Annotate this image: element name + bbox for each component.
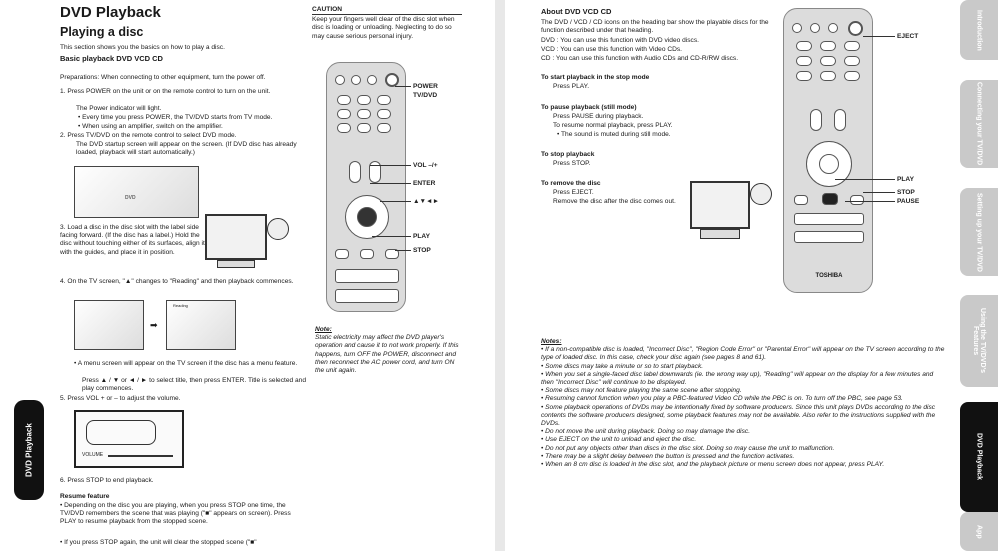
step-1-bullet-a: • Every time you press POWER, the TV/DVD starts from TV mode. xyxy=(78,114,273,121)
caution-text: Keep your fingers well clear of the disc slot when disc is loading or unloading. Neglecting to do so may cause serious personal injury. xyxy=(312,16,455,40)
label-eject: EJECT xyxy=(897,33,919,40)
number-button xyxy=(796,56,812,66)
eject-button-drawing xyxy=(848,21,863,36)
notes-item: • Resuming cannot function when you play a PBC-featured Video CD while the PBC is on. To turn off the PBC, see page 53. xyxy=(541,395,903,403)
vol-rocker xyxy=(349,161,361,183)
resume-text-2: • If you press STOP again, the unit will clear the stopped scene ("■" xyxy=(60,539,257,546)
caution-title: CAUTION xyxy=(312,6,462,15)
label-play: PLAY xyxy=(897,176,914,183)
about-vcd: VCD : You can use this function with Video CDs. xyxy=(541,46,682,53)
about-text: The DVD / VCD / CD icons on the heading bar show the playable discs for the function described under that heading. xyxy=(541,19,769,35)
label-tvdvd: TV/DVD xyxy=(413,92,438,99)
step-2: 2. Press TV/DVD on the remote control to select DVD mode. xyxy=(60,132,237,139)
notes-title: Notes: xyxy=(541,338,562,345)
dvd-startup-screen-image xyxy=(74,166,199,218)
step-4: 4. On the TV screen, "▲" changes to "Reading" and then playback commences. xyxy=(60,278,294,285)
pause-text-3: • The sound is muted during still mode. xyxy=(557,131,671,138)
number-button xyxy=(357,109,371,119)
intro-text: This section shows you the basics on how to play a disc. xyxy=(60,44,225,51)
stop-title: To stop playback xyxy=(541,151,595,158)
number-button xyxy=(377,95,391,105)
label-vol: VOL –/+ xyxy=(413,162,438,169)
pointer-line xyxy=(845,201,895,202)
pause-text: Press PAUSE during playback. xyxy=(553,113,644,120)
reading-label: Reading xyxy=(173,303,188,308)
pointer-line xyxy=(863,192,895,193)
screen-reading-image xyxy=(166,300,236,350)
right-page xyxy=(505,0,1000,551)
label-play: PLAY xyxy=(413,233,430,240)
volume-label: VOLUME xyxy=(82,452,104,458)
number-button xyxy=(820,56,836,66)
number-button xyxy=(796,71,812,81)
number-button xyxy=(337,109,351,119)
label-stop: STOP xyxy=(897,189,915,196)
label-arrows: ▲▼◄► xyxy=(413,198,440,205)
tab-setting-up[interactable]: Setting up your TV/DVD xyxy=(960,188,998,276)
play-button-drawing xyxy=(822,193,838,205)
remote-control-image xyxy=(783,8,873,293)
step-3: 3. Load a disc in the disc slot with the label side facing forward. (If the disc has a label.) Hold the disc without touching either of its surfaces, align it with the guides, and place it in position. xyxy=(60,224,205,256)
notes-item: • When an 8 cm disc is loaded in the disc slot, and the playback picture or menu screen does not appear, press PLAY. xyxy=(541,461,885,469)
label-power: POWER xyxy=(413,83,438,90)
vol-rocker xyxy=(810,109,822,131)
pointer-line xyxy=(380,201,411,202)
tab-introduction[interactable]: Introduction xyxy=(960,0,998,60)
remove-text: Press EJECT. xyxy=(553,189,594,196)
remote-button xyxy=(794,195,808,205)
pause-title: To pause playback (still mode) xyxy=(541,104,637,111)
number-button xyxy=(844,71,860,81)
number-button xyxy=(844,56,860,66)
remote-button xyxy=(810,23,820,33)
notes-item: • When you set a single-faced disc label downwards (ie. the wrong way up), "Reading" will appear on the display for a few minutes and then "Incorrect Disc" will continue to be displayed. xyxy=(541,370,934,387)
notes-item: • Use EJECT on the unit to unload and eject the disc. xyxy=(541,436,697,444)
note-title: Note: xyxy=(315,326,332,333)
tab-dvd-playback-left[interactable]: DVD Playback xyxy=(14,400,44,500)
resume-text-1: • Depending on the disc you are playing, when you press STOP one time, the TV/DVD remembers the scene that was playing ("■" appears on screen). Press PLAY to resume playback from the stopped scene. xyxy=(60,502,291,526)
number-button xyxy=(357,95,371,105)
remote-button-row xyxy=(794,231,864,243)
notes-item: • Some playback operations of DVDs may be intentionally fixed by software producers. Since this unit plays DVDs according to the disc contents the software producers designed, some playback features may not be available. Also refer to the instructions supplied with the DVDs. xyxy=(541,403,936,428)
pointer-line xyxy=(370,183,411,184)
pointer-line xyxy=(395,250,411,251)
step-1-note: The Power indicator will light. xyxy=(76,105,162,112)
step-2-note: The DVD startup screen will appear on the screen. (If DVD disc has already loaded, playback will start automatically.) xyxy=(76,141,297,157)
number-button xyxy=(377,123,391,133)
remote-button xyxy=(335,75,345,85)
tv-body xyxy=(205,214,267,260)
label-enter: ENTER xyxy=(413,180,436,187)
remove-text-2: Remove the disc after the disc comes out. xyxy=(553,198,676,205)
number-button xyxy=(844,41,860,51)
enter-button-drawing xyxy=(819,154,839,174)
remote-button xyxy=(367,75,377,85)
tab-appendix[interactable]: App xyxy=(960,512,998,551)
remote-button-row xyxy=(335,289,399,303)
remove-title: To remove the disc xyxy=(541,180,601,187)
remote-button xyxy=(828,23,838,33)
pause-text-2: To resume normal playback, press PLAY. xyxy=(553,122,673,129)
label-pause: PAUSE xyxy=(897,198,920,205)
menu-instruction: Press ▲ / ▼ or ◄ / ► to select title, then press ENTER. Title is selected and play commences. xyxy=(82,377,306,393)
volume-screen-image xyxy=(74,410,184,468)
caution-box xyxy=(312,6,462,41)
notes-item: • Do not put any objects other than discs in the disc slot. Doing so may cause the unit to malfunction. xyxy=(541,444,835,452)
disc-icon xyxy=(750,183,772,205)
notes-item: • Do not move the unit during playback. Doing so may damage the disc. xyxy=(541,428,751,436)
tab-features[interactable]: Using the TV/DVD's Features xyxy=(960,295,998,387)
remote-control-image xyxy=(326,62,406,312)
number-button xyxy=(337,95,351,105)
stop-button-drawing xyxy=(850,195,864,205)
tab-dvd-playback[interactable]: DVD Playback xyxy=(960,402,998,512)
basic-playback-heading: Basic playback DVD VCD CD xyxy=(60,54,163,63)
notes-item: • Some discs may take a minute or so to start playback. xyxy=(541,362,704,370)
start-text: Press PLAY. xyxy=(553,83,590,90)
tab-connecting[interactable]: Connecting your TV/DVD xyxy=(960,80,998,168)
about-dvd: DVD : You can use this function with DVD video discs. xyxy=(541,37,699,44)
notes-box xyxy=(541,338,946,469)
notes-item: • Some discs may not feature playing the same scene after stopping. xyxy=(541,387,742,395)
step-1: 1. Press POWER on the unit or on the remote control to turn on the unit. xyxy=(60,88,271,95)
stop-text: Press STOP. xyxy=(553,160,591,167)
tv-body xyxy=(690,181,750,229)
tv-eject-illustration xyxy=(690,175,780,245)
power-button-drawing xyxy=(385,73,399,87)
car-drawing xyxy=(86,420,156,445)
preparations-text: Preparations: When connecting to other equipment, turn the power off. xyxy=(60,74,266,81)
play-button-drawing xyxy=(360,249,374,259)
tv-stand xyxy=(700,229,740,239)
disc-icon xyxy=(267,218,289,240)
section-title: Playing a disc xyxy=(60,25,144,39)
pointer-line xyxy=(835,179,895,180)
number-button xyxy=(337,123,351,133)
resume-title: Resume feature xyxy=(60,493,110,500)
about-cd: CD : You can use this function with Audio CDs and CD-R/RW discs. xyxy=(541,55,739,62)
remote-button xyxy=(351,75,361,85)
enter-button-drawing xyxy=(357,207,377,227)
note-box xyxy=(315,326,465,375)
pointer-line xyxy=(372,236,411,237)
note-text: Static electricity may affect the DVD player's operation and cause it to not work properly. If this happens, turn OFF the POWER, disconnect and then reconnect the AC power cord, and turn ON the unit again. xyxy=(315,334,459,375)
label-stop: STOP xyxy=(413,247,431,254)
volume-bar xyxy=(108,455,173,457)
number-button xyxy=(377,109,391,119)
remote-button-row xyxy=(335,269,399,283)
step-1-bullet-b: • When using an amplifier, switch on the amplifier. xyxy=(78,123,223,130)
start-title: To start playback in the stop mode xyxy=(541,74,650,81)
remote-button xyxy=(335,249,349,259)
number-button xyxy=(820,41,836,51)
step-6: 6. Press STOP to end playback. xyxy=(60,477,154,484)
number-button xyxy=(357,123,371,133)
number-button xyxy=(820,71,836,81)
page-gutter xyxy=(495,0,505,551)
pointer-line xyxy=(395,86,411,87)
dvd-logo: DVD xyxy=(125,195,136,201)
notes-item: • There may be a slight delay between the button is pressed and the function activates. xyxy=(541,452,795,460)
about-heading: About DVD VCD CD xyxy=(541,7,612,16)
arrow-right-icon: ➡ xyxy=(150,320,158,330)
number-button xyxy=(796,41,812,51)
step-5: 5. Press VOL + or – to adjust the volume. xyxy=(60,395,181,402)
brand-logo: TOSHIBA xyxy=(815,273,843,279)
menu-note: • A menu screen will appear on the TV screen if the disc has a menu feature. xyxy=(74,360,298,367)
remote-button xyxy=(792,23,802,33)
screen-before-image xyxy=(74,300,144,350)
tv-disc-illustration xyxy=(205,210,300,270)
pointer-line xyxy=(863,36,895,37)
ch-rocker xyxy=(834,109,846,131)
remote-button-row xyxy=(794,213,864,225)
pointer-line xyxy=(370,165,411,166)
notes-item: • If a non-compatible disc is loaded, "Incorrect Disc", "Region Code Error" or "Parental Error" will appear on the TV screen according to the type of loaded disc. In this case, check your disc again (see pages 8 and 61). xyxy=(541,346,945,362)
tv-stand xyxy=(217,260,255,268)
page-title: DVD Playback xyxy=(60,4,161,21)
left-page xyxy=(0,0,495,551)
